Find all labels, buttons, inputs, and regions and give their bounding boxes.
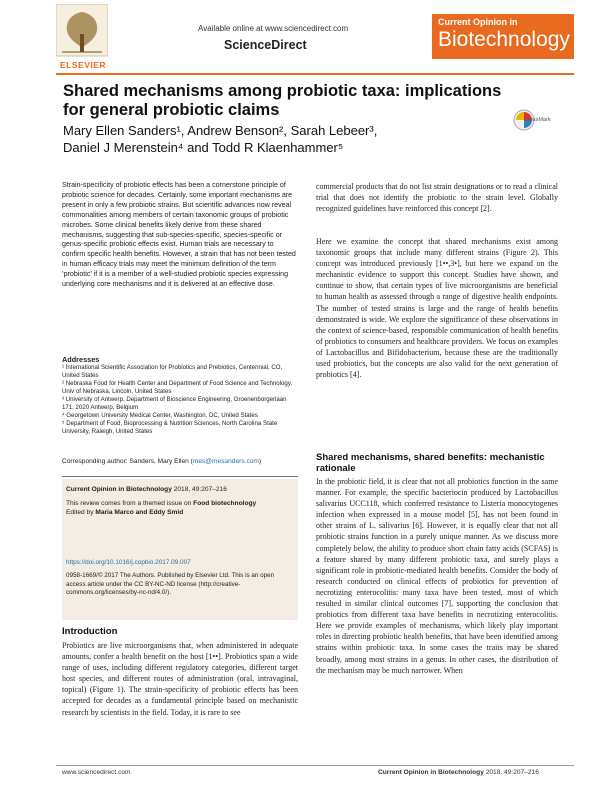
citation-journal: Current Opinion in Biotechnology (66, 486, 172, 493)
theme-name: Food biotechnology (193, 499, 257, 507)
address-item: ⁵ Department of Food, Bioprocessing & Nutrition Sciences, North Carolina State University, Raleigh, United States (62, 420, 278, 435)
body-paragraph-1: commercial products that do not list strain designations or to read a clinical trial that does not identify the probiotic to the strain level. Globally recognized guidelines have reinforced this concept [2]. (316, 182, 558, 214)
journal-name-large: Biotechnology (438, 28, 570, 51)
citation-line (66, 485, 294, 495)
address-item: ³ University of Antwerp, Department of Bioscience Engineering, Groenenborgerlaan 171, 2020 Antwerp, Belgium (62, 396, 287, 411)
journal-name-small: Current Opinion in (438, 17, 518, 27)
authors-line-2: Daniel J Merenstein⁴ and Todd R Klaenhammer⁵ (63, 140, 344, 155)
corresponding-suffix: ) (258, 458, 262, 465)
body-paragraph-3: In the probiotic field, it is clear that not all probiotics function in the same manner. For example, the specific bacteriocin produced by Lactobacillus salivarius UCC118, which conferred resistance to Listeria monocytogenes infection when expressed in a mouse model [5], has not been found in other strains of L. salivarius [6]. However, it is equally clear that not all probiotic strains function in a purely unique manner. As we discuss more completely below, the ability to produce short chain fatty acids (SCFAS) is a feature shared by many different probiotic taxa, and surely plays a significant role in probiotic-mediated health benefits. Consider the body of research conducted on clinical effects of probiotics for prevention of necrotizing enterocolitis: many taxa have been tested, most of which resulted in similar clinical outcomes [7], supporting the conclusion that probiotics from different taxa have benefits in necrotizing enterocolitis. Here we provide examples of mechanisms, which likely play important roles in directing probiotic health benefits, that have been identified among strains within probiotic taxa. In some cases the traits may be shared broadly, among most strains in a genus. In other cases, the distribution of the mechanism may be much narrower. When (316, 477, 558, 675)
abstract-text: Strain-specificity of probiotic effects has been a cornerstone principle of probiotic science for decades. Certainly, some important mechanisms are present in only a few probiotic strains. But scientific advances now reveal commonalities among members of certain taxonomic groups of probiotic microbes. Some clinical benefits likely derive from these shared mechanisms, suggesting that sub-species-specific, species-specific or genus-specific probiotic effects exist. Human trials are necessary to confirm specific health benefits. However, a strain that has not been tested in human efficacy trials may meet the minimum definition of the term ‘probiotic’ if it is a member of a well-studied probiotic species expressing underlying core mechanisms and it is delivered at an effective dose. (62, 181, 296, 289)
addresses-heading: Addresses (62, 355, 100, 364)
corresponding-prefix: Corresponding author: Sanders, Mary Ellen ( (62, 458, 193, 465)
corresponding-author (62, 458, 298, 465)
address-item: ⁴ Georgetown University Medical Center, Washington, DC, United States (62, 412, 258, 419)
address-item: ¹ International Scientific Association for Probiotics and Prebiotics, Centennial, CO, United States (62, 364, 283, 379)
corresponding-email-link[interactable]: mes@mesanders.com (192, 458, 259, 465)
sciencedirect-brand[interactable]: ScienceDirect (224, 38, 307, 52)
theme-line (66, 499, 294, 509)
address-item: ² Nebraska Food for Health Center and Department of Food Science and Technology, Univ of Nebraska, Lincoln, United States (62, 380, 293, 395)
header-divider (56, 73, 574, 75)
editors-prefix: Edited by (66, 509, 96, 516)
section-heading-mechanisms: Shared mechanisms, shared benefits: mechanistic rationale (316, 452, 545, 474)
footer-details: 2018, 49:207–216 (483, 769, 539, 776)
crossmark-label: CrossMark (524, 117, 551, 123)
license-text: 0958-1669/© 2017 The Authors. Published by Elsevier Ltd. This is an open access article under the CC BY-NC-ND license (http://creative-commons.org/licenses/by-nc-nd/4.0/). (66, 572, 275, 597)
authors-line-1: Mary Ellen Sanders¹, Andrew Benson², Sarah Lebeer³, (63, 123, 378, 138)
footer-citation (378, 769, 539, 776)
info-divider (62, 476, 298, 477)
footer-website-link[interactable]: www.sciencedirect.com (62, 769, 131, 776)
journal-info (66, 485, 294, 518)
footer-divider (56, 765, 574, 766)
footer-journal: Current Opinion in Biotechnology (378, 769, 484, 776)
elsevier-tree-logo (56, 4, 108, 68)
editors-line (66, 508, 294, 518)
available-online-text: Available online at www.sciencedirect.com (198, 24, 349, 33)
theme-prefix: This review comes from a themed issue on (66, 499, 194, 507)
addresses-list (62, 364, 298, 436)
doi-link[interactable]: https://doi.org/10.1016/j.copbio.2017.09.007 (66, 559, 191, 566)
introduction-heading: Introduction (62, 626, 118, 637)
editors-names: Maria Marco and Eddy Smid (95, 509, 184, 516)
publisher-name: ELSEVIER (60, 60, 107, 70)
body-paragraph-2: Here we examine the concept that shared mechanisms exist among taxonomic groups that include many different strains (Figure 2). This concept was introduced previously [1••,3•], but here we expand on the mechanistic evidence to support this concept. Studies have shown, and continue to show, that certain types of live microorganisms are beneficial to human health as assessed through a range of digestive health endpoints. The number of tested strains is large and the range of health benefits demonstrated is wide. We explore the significance of these observations in the context of science-based, responsible communication of health benefits of probiotics to consumers and healthcare providers. We focus on examples of Lactobacillus and Bifidobacterium, because these are the traditionally used probiotics, but the concepts are also valid for the next generation of probiotics [4]. (316, 237, 558, 380)
introduction-text: Probiotics are live microorganisms that, when administered in adequate amounts, confer a health benefit on the host [1••]. Probiotics span a wide range of uses, including different regulatory categories, different target host species, and different routes of administration (oral, intravaginal, topical) (Figure 1). The strain-specificity of probiotic effects has been accepted for decades as a fundamental principle based on mechanistic research by scientists in the field. Today, it is rare to see (62, 641, 298, 717)
article-title: Shared mechanisms among probiotic taxa: implications for general probiotic claims (63, 82, 502, 119)
citation-details: 2018, 49:207–216 (171, 486, 227, 493)
author-list (63, 122, 483, 156)
